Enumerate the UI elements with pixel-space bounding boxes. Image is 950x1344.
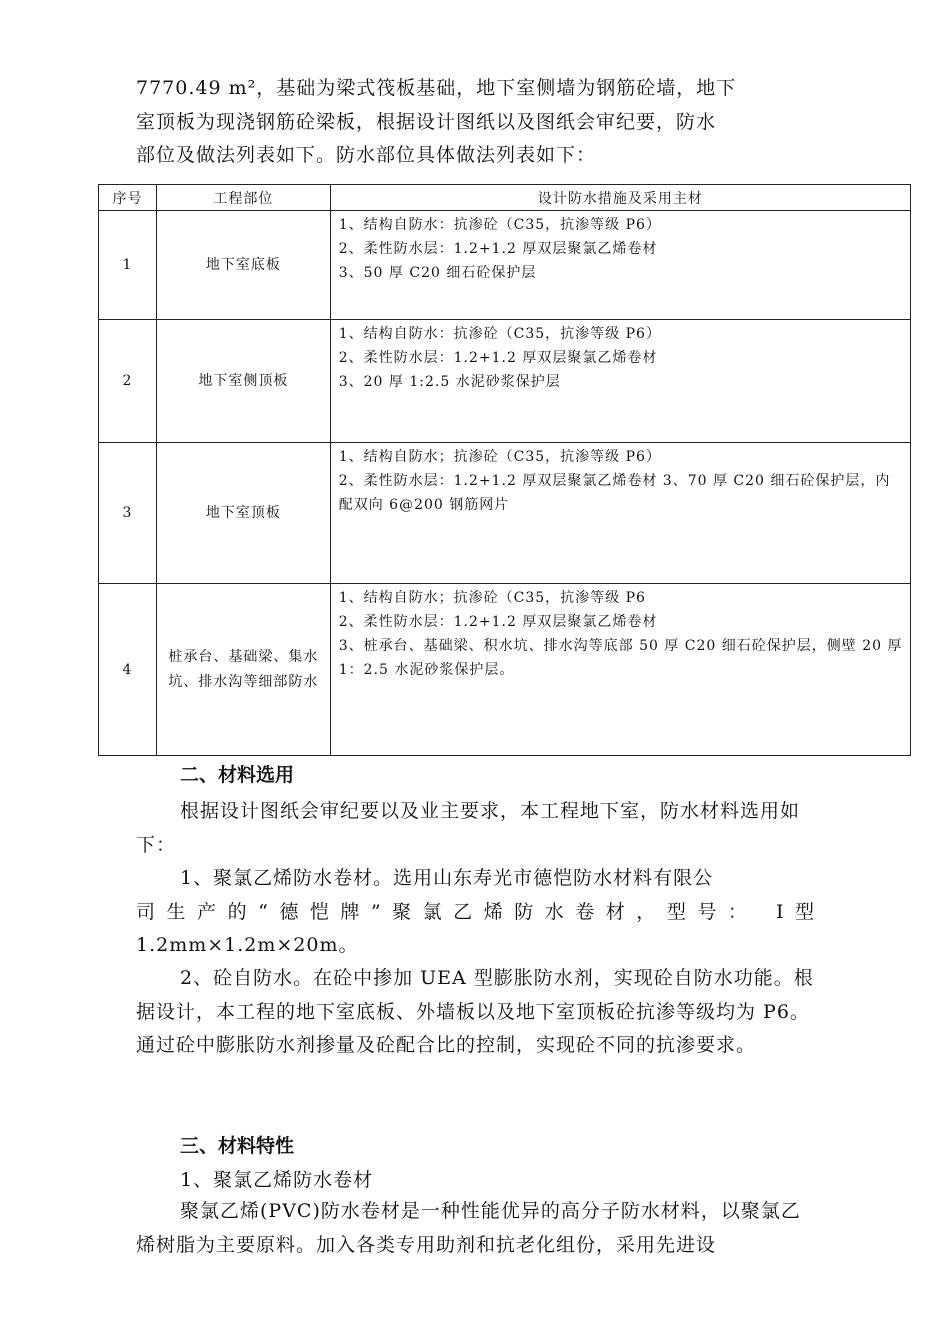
table-row <box>99 211 911 320</box>
measure-item: 3、20 厚 1:2.5 水泥砂浆保护层 <box>338 374 561 390</box>
row-part: 地下室底板 <box>156 211 330 320</box>
waterproofing-table <box>98 184 911 756</box>
intro-line-3: 部位及做法列表如下。防水部位具体做法列表如下： <box>136 144 597 166</box>
row-measures <box>330 584 910 756</box>
row-part: 地下室侧顶板 <box>156 320 330 443</box>
row-measures <box>330 320 910 443</box>
header-measures: 设计防水措施及采用主材 <box>330 185 910 211</box>
measure-item: 2、柔性防水层：1.2+1.2 厚双层聚氯乙烯卷材 3、70 厚 C20 细石砼保护层，内配双向 6@200 钢筋网片 <box>338 473 891 513</box>
measure-item: 1、结构自防水：抗渗砼（C35，抗渗等级 P6） <box>338 326 661 342</box>
material-item-1-line-3: 1.2mm×1.2m×20m。 <box>136 934 359 956</box>
measure-item: 1、结构自防水；抗渗砼（C35，抗渗等级 P6 <box>338 590 646 606</box>
header-part: 工程部位 <box>156 185 330 211</box>
measure-item: 3、50 厚 C20 细石砼保护层 <box>338 265 537 281</box>
measure-item: 2、柔性防水层：1.2+1.2 厚双层聚氯乙烯卷材 <box>338 350 658 366</box>
row-measures <box>330 443 910 584</box>
row-measures <box>330 211 910 320</box>
section-2-paragraph: 根据设计图纸会审纪要以及业主要求，本工程地下室，防水材料选用如下： <box>136 800 801 856</box>
header-no: 序号 <box>99 185 157 211</box>
table-row <box>99 320 911 443</box>
measure-item: 2、柔性防水层：1.2+1.2 厚双层聚氯乙烯卷材 <box>338 614 658 630</box>
measure-item: 2、柔性防水层：1.2+1.2 厚双层聚氯乙烯卷材 <box>338 241 658 257</box>
row-no: 3 <box>99 443 157 584</box>
table-row <box>99 584 911 756</box>
table-row <box>99 443 911 584</box>
intro-line-2: 室顶板为现浇钢筋砼梁板，根据设计图纸以及图纸会审纪要，防水 <box>136 110 717 133</box>
measure-item: 1、结构自防水：抗渗砼（C35，抗渗等级 P6） <box>338 217 661 233</box>
section-3-paragraph: 聚氯乙烯(PVC)防水卷材是一种性能优异的高分子防水材料，以聚氯乙烯树脂为主要原料。加入各类专用助剂和抗老化组份，采用先进设 <box>136 1200 801 1256</box>
row-part: 地下室顶板 <box>156 443 330 584</box>
table-header-row <box>99 185 911 211</box>
measure-item: 3、桩承台、基础梁、积水坑、排水沟等底部 50 厚 C20 细石砼保护层，侧壁 20 厚 1：2.5 水泥砂浆保护层。 <box>338 638 903 678</box>
section-2-heading: 二、材料选用 <box>180 764 295 786</box>
row-no: 4 <box>99 584 157 756</box>
material-item-1-line-1: 1、聚氯乙烯防水卷材。选用山东寿光市德恺防水材料有限公 <box>180 867 714 889</box>
material-item-1 <box>136 862 816 963</box>
material-item-1-line-2: 司生产的“德恺牌”聚氯乙烯防水卷材，型号： Ⅰ型 <box>136 900 816 923</box>
row-no: 2 <box>99 320 157 443</box>
material-item-2: 2、砼自防水。在砼中掺加 UEA 型膨胀防水剂，实现砼自防水功能。根据设计，本工程的地下室底板、外墙板以及地下室顶板砼抗渗等级均为 P6。通过砼中膨胀防水剂掺量及砼配合比的控制，实现砼不同的抗渗要求。 <box>136 967 814 1056</box>
section-3-subheading: 1、聚氯乙烯防水卷材 <box>180 1169 374 1191</box>
intro-paragraph <box>136 72 816 173</box>
intro-line-1: 7770.49 m²，基础为梁式筏板基础，地下室侧墙为钢筋砼墙，地下 <box>136 77 737 99</box>
row-no: 1 <box>99 211 157 320</box>
measure-item: 1、结构自防水；抗渗砼（C35，抗渗等级 P6） <box>338 449 661 465</box>
row-part: 桩承台、基础梁、集水坑、排水沟等细部防水 <box>156 584 330 756</box>
section-3-heading: 三、材料特性 <box>180 1135 295 1157</box>
